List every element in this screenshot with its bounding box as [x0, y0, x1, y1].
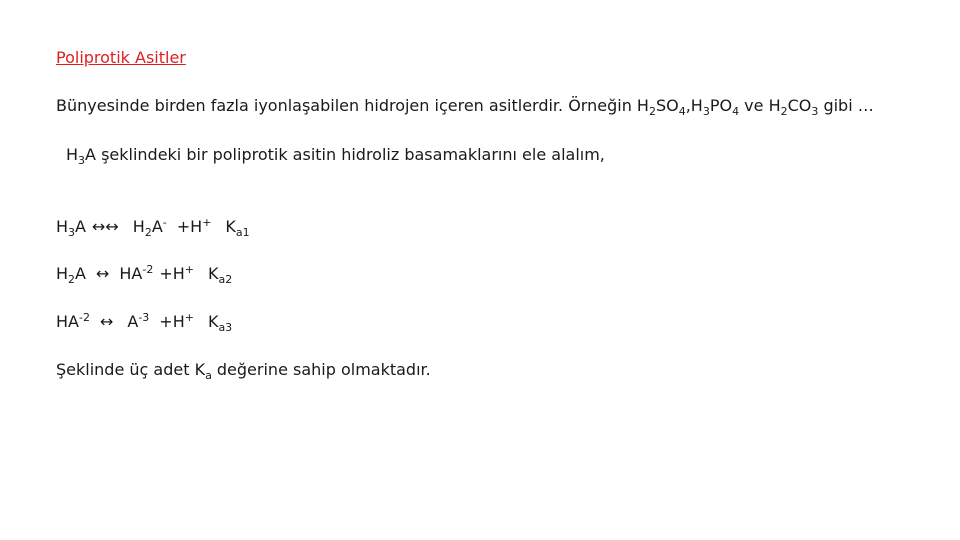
intro-paragraph: Bünyesinde birden fazla iyonlaşabilen hidrojen içeren asitlerdir. Örneğin $H_2SO_4,H_3PO_4$ ve $H_2CO_3$ gibi …	[56, 96, 874, 118]
intro-text: Bünyesinde birden fazla iyonlaşabilen hidrojen içeren asitlerdir. Örneğin	[56, 96, 637, 115]
eq2-reactant: $H_2A$	[56, 264, 86, 286]
eq3-proton: +H+	[159, 311, 194, 331]
equation-step-2	[56, 264, 232, 284]
formula-h3po4: $H_3PO_4$	[690, 96, 740, 118]
eq2-product: $HA^{-2}$	[119, 263, 154, 283]
conclusion-sentence: Şeklinde üç adet $K_a$ değerine sahip olmaktadır.	[56, 360, 431, 382]
equilibrium-arrow-icon: ↔	[99, 312, 114, 331]
eq1-proton: +H+	[176, 216, 212, 236]
slide-title: Poliprotik Asitler	[56, 48, 186, 67]
eq3-ka: $K_{a3}$	[207, 312, 233, 334]
formula-h2co3: $H_2CO_3$	[768, 96, 819, 118]
eq2-ka: $K_{a2}$	[208, 264, 233, 286]
eq1-product: $H_2A^-$	[132, 216, 167, 239]
equation-step-1	[56, 217, 250, 237]
equilibrium-arrow-icon: ↔↔	[91, 217, 119, 236]
eq2-proton: +H+	[159, 263, 194, 283]
eq3-product: $A^{-3}$	[127, 311, 150, 331]
eq1-ka: $K_{a1}$	[225, 217, 250, 239]
eq3-reactant: $HA^{-2}$	[56, 311, 90, 331]
eq1-reactant: $H_3A$	[56, 217, 86, 239]
equation-step-3	[56, 312, 232, 332]
equilibrium-arrow-icon: ↔	[95, 264, 110, 283]
hydrolysis-sentence: $H_3A$ şeklindeki bir poliprotik asitin hidroliz basamaklarını ele alalım,	[66, 145, 605, 167]
formula-h2so4: $H_2SO_4$	[636, 96, 686, 118]
